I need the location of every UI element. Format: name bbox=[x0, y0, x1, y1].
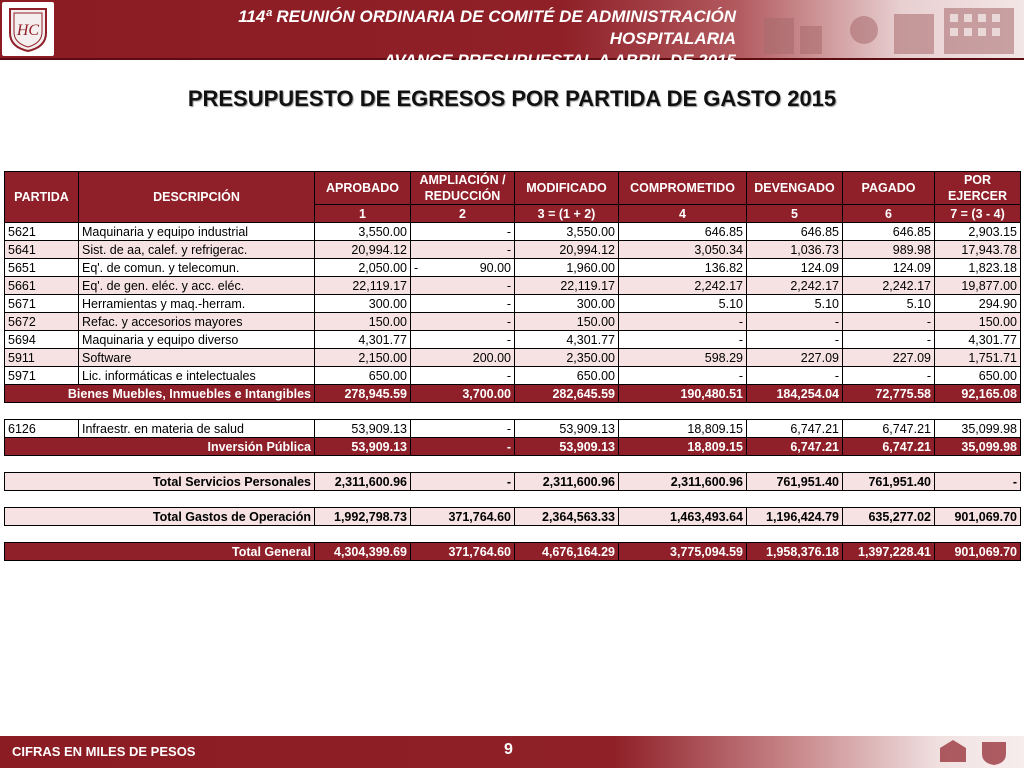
spacer-row bbox=[5, 526, 1021, 543]
cell-modificado: 22,119.17 bbox=[515, 277, 619, 295]
table-row bbox=[5, 241, 1021, 259]
cell-pagado: 646.85 bbox=[843, 223, 935, 241]
cell-aprobado: 53,909.13 bbox=[315, 420, 411, 438]
cell-partida: 5971 bbox=[5, 367, 79, 385]
cell-devengado: - bbox=[747, 367, 843, 385]
cell-comprometido: 190,480.51 bbox=[619, 385, 747, 403]
col-header-ampliacion bbox=[411, 172, 515, 205]
cell-comprometido: - bbox=[619, 331, 747, 349]
cell-comprometido: 1,463,493.64 bbox=[619, 508, 747, 526]
cell-aprobado: 150.00 bbox=[315, 313, 411, 331]
cell-aprobado: 4,301.77 bbox=[315, 331, 411, 349]
formula-cell: 7 = (3 - 4) bbox=[935, 205, 1021, 223]
cell-devengado: 1,196,424.79 bbox=[747, 508, 843, 526]
total-label: Total Gastos de Operación bbox=[5, 508, 315, 526]
cell-comprometido: - bbox=[619, 367, 747, 385]
cell-modificado: 20,994.12 bbox=[515, 241, 619, 259]
cell-descripcion: Maquinaria y equipo industrial bbox=[79, 223, 315, 241]
cell-ampliacion: - bbox=[411, 277, 515, 295]
cell-comprometido: 18,809.15 bbox=[619, 420, 747, 438]
total-gastos-row bbox=[5, 508, 1021, 526]
formula-cell: 1 bbox=[315, 205, 411, 223]
cell-modificado: 3,550.00 bbox=[515, 223, 619, 241]
cell-aprobado: 22,119.17 bbox=[315, 277, 411, 295]
cell-por-ejercer: 294.90 bbox=[935, 295, 1021, 313]
table-row bbox=[5, 259, 1021, 277]
cell-pagado: 1,397,228.41 bbox=[843, 543, 935, 561]
cell-devengado: 2,242.17 bbox=[747, 277, 843, 295]
cell-modificado: 650.00 bbox=[515, 367, 619, 385]
subtotal-label: Inversión Pública bbox=[5, 438, 315, 456]
total-label: Total General bbox=[5, 543, 315, 561]
header-row bbox=[5, 172, 1021, 205]
cell-descripcion: Eq'. de gen. eléc. y acc. eléc. bbox=[79, 277, 315, 295]
col-header-devengado: DEVENGADO bbox=[747, 172, 843, 205]
cell-pagado: 6,747.21 bbox=[843, 420, 935, 438]
cell-ampliacion: 3,700.00 bbox=[411, 385, 515, 403]
cell-pagado: 761,951.40 bbox=[843, 473, 935, 491]
cell-comprometido: 2,311,600.96 bbox=[619, 473, 747, 491]
cell-partida: 5694 bbox=[5, 331, 79, 349]
cell-por-ejercer: - bbox=[935, 473, 1021, 491]
cell-pagado: - bbox=[843, 331, 935, 349]
footer-bar bbox=[0, 736, 1024, 768]
cell-descripcion: Herramientas y maq.-herram. bbox=[79, 295, 315, 313]
cell-devengado: 646.85 bbox=[747, 223, 843, 241]
cell-modificado: 150.00 bbox=[515, 313, 619, 331]
cell-ampliacion: - bbox=[411, 313, 515, 331]
cell-devengado: 5.10 bbox=[747, 295, 843, 313]
cell-comprometido: 3,050.34 bbox=[619, 241, 747, 259]
cell-por-ejercer: 1,823.18 bbox=[935, 259, 1021, 277]
cell-aprobado: 278,945.59 bbox=[315, 385, 411, 403]
cell-descripcion: Maquinaria y equipo diverso bbox=[79, 331, 315, 349]
cell-aprobado: 650.00 bbox=[315, 367, 411, 385]
cell-comprometido: 18,809.15 bbox=[619, 438, 747, 456]
cell-aprobado: 2,311,600.96 bbox=[315, 473, 411, 491]
item-rows bbox=[5, 223, 1021, 385]
cell-partida: 5911 bbox=[5, 349, 79, 367]
cell-aprobado: 2,150.00 bbox=[315, 349, 411, 367]
cell-descripcion: Lic. informáticas e intelectuales bbox=[79, 367, 315, 385]
cell-ampliacion: - bbox=[411, 420, 515, 438]
page-title: PRESUPUESTO DE EGRESOS POR PARTIDA DE GASTO 2015 bbox=[187, 86, 837, 111]
cell-comprometido: - bbox=[619, 313, 747, 331]
cell-por-ejercer: 35,099.98 bbox=[935, 420, 1021, 438]
subtotal-inversion-row bbox=[5, 438, 1021, 456]
cell-pagado: 227.09 bbox=[843, 349, 935, 367]
cell-ampliacion: - bbox=[411, 223, 515, 241]
formula-cell: 2 bbox=[411, 205, 515, 223]
cell-por-ejercer: 2,903.15 bbox=[935, 223, 1021, 241]
cell-ampliacion: - bbox=[411, 367, 515, 385]
header-line-1: 114ª REUNIÓN ORDINARIA DE COMITÉ DE ADMINISTRACIÓN HOSPITALARIA bbox=[238, 7, 736, 48]
cell-comprometido: 136.82 bbox=[619, 259, 747, 277]
reduction-value: 90.00 bbox=[479, 260, 511, 275]
cell-ampliacion: 371,764.60 bbox=[411, 543, 515, 561]
spacer-row bbox=[5, 403, 1021, 420]
cell-por-ejercer: 901,069.70 bbox=[935, 508, 1021, 526]
col-header-modificado: MODIFICADO bbox=[515, 172, 619, 205]
cell-por-ejercer: 150.00 bbox=[935, 313, 1021, 331]
cell-modificado: 282,645.59 bbox=[515, 385, 619, 403]
cell-pagado: - bbox=[843, 367, 935, 385]
cell-aprobado: 2,050.00 bbox=[315, 259, 411, 277]
cell-ampliacion: - bbox=[411, 295, 515, 313]
cell-pagado: 6,747.21 bbox=[843, 438, 935, 456]
cell-partida: 5672 bbox=[5, 313, 79, 331]
cell-por-ejercer: 4,301.77 bbox=[935, 331, 1021, 349]
cell-ampliacion: - bbox=[411, 331, 515, 349]
total-general-row bbox=[5, 543, 1021, 561]
cell-por-ejercer: 1,751.71 bbox=[935, 349, 1021, 367]
cell-modificado: 300.00 bbox=[515, 295, 619, 313]
formula-cell: 5 bbox=[747, 205, 843, 223]
cell-devengado: 124.09 bbox=[747, 259, 843, 277]
cell-ampliacion: 371,764.60 bbox=[411, 508, 515, 526]
total-label: Total Servicios Personales bbox=[5, 473, 315, 491]
cell-devengado: 227.09 bbox=[747, 349, 843, 367]
budget-table bbox=[4, 171, 1021, 561]
cell-devengado: 1,036.73 bbox=[747, 241, 843, 259]
subtotal-label: Bienes Muebles, Inmuebles e Intangibles bbox=[5, 385, 315, 403]
cell-partida: 5621 bbox=[5, 223, 79, 241]
institution-logo bbox=[2, 2, 54, 56]
cell-por-ejercer: 19,877.00 bbox=[935, 277, 1021, 295]
col-header-descripcion: DESCRIPCIÓN bbox=[79, 172, 315, 223]
cell-pagado: 72,775.58 bbox=[843, 385, 935, 403]
cell-devengado: - bbox=[747, 313, 843, 331]
footer-note: CIFRAS EN MILES DE PESOS bbox=[12, 744, 196, 759]
table-row bbox=[5, 313, 1021, 331]
table-row bbox=[5, 367, 1021, 385]
col-header-ampliacion-line1: AMPLIACIÓN / bbox=[419, 173, 506, 187]
cell-pagado: 5.10 bbox=[843, 295, 935, 313]
cell-partida: 5641 bbox=[5, 241, 79, 259]
cell-modificado: 2,350.00 bbox=[515, 349, 619, 367]
cell-modificado: 2,364,563.33 bbox=[515, 508, 619, 526]
cell-devengado: 6,747.21 bbox=[747, 438, 843, 456]
cell-pagado: 635,277.02 bbox=[843, 508, 935, 526]
cell-aprobado: 1,992,798.73 bbox=[315, 508, 411, 526]
col-header-por-ejercer-line2: EJERCER bbox=[947, 189, 1008, 203]
table-row bbox=[5, 349, 1021, 367]
subtotal-bienes-row bbox=[5, 385, 1021, 403]
cell-partida: 5661 bbox=[5, 277, 79, 295]
cell-ampliacion bbox=[411, 259, 515, 277]
cell-ampliacion: - bbox=[411, 438, 515, 456]
cell-pagado: 989.98 bbox=[843, 241, 935, 259]
table-row bbox=[5, 420, 1021, 438]
col-header-pagado: PAGADO bbox=[843, 172, 935, 205]
cell-comprometido: 5.10 bbox=[619, 295, 747, 313]
cell-descripcion: Sist. de aa, calef. y refrigerac. bbox=[79, 241, 315, 259]
table-row bbox=[5, 277, 1021, 295]
cell-por-ejercer: 650.00 bbox=[935, 367, 1021, 385]
cell-devengado: 761,951.40 bbox=[747, 473, 843, 491]
col-header-por-ejercer bbox=[935, 172, 1021, 205]
cell-aprobado: 20,994.12 bbox=[315, 241, 411, 259]
cell-devengado: - bbox=[747, 331, 843, 349]
cell-partida: 5671 bbox=[5, 295, 79, 313]
cell-ampliacion: - bbox=[411, 241, 515, 259]
cell-pagado: - bbox=[843, 313, 935, 331]
cell-devengado: 184,254.04 bbox=[747, 385, 843, 403]
table-row bbox=[5, 295, 1021, 313]
col-header-aprobado: APROBADO bbox=[315, 172, 411, 205]
header-banner bbox=[0, 0, 1024, 70]
cell-descripcion: Eq'. de comun. y telecomun. bbox=[79, 259, 315, 277]
svg-text:HC: HC bbox=[16, 22, 40, 39]
page-number: 9 bbox=[504, 741, 513, 758]
cell-partida: 5651 bbox=[5, 259, 79, 277]
table-row bbox=[5, 331, 1021, 349]
col-header-ampliacion-line2: REDUCCIÓN bbox=[424, 189, 501, 203]
cell-por-ejercer: 92,165.08 bbox=[935, 385, 1021, 403]
header-title bbox=[136, 6, 736, 72]
cell-ampliacion: - bbox=[411, 473, 515, 491]
cell-comprometido: 598.29 bbox=[619, 349, 747, 367]
cell-aprobado: 4,304,399.69 bbox=[315, 543, 411, 561]
col-header-comprometido: COMPROMETIDO bbox=[619, 172, 747, 205]
header-line-2: AVANCE PRESUPUESTAL A ABRIL DE 2015 bbox=[383, 51, 736, 70]
cell-modificado: 2,311,600.96 bbox=[515, 473, 619, 491]
table-row bbox=[5, 223, 1021, 241]
formula-cell: 6 bbox=[843, 205, 935, 223]
cell-descripcion: Infraestr. en materia de salud bbox=[79, 420, 315, 438]
hospital-decoration-image bbox=[744, 0, 1024, 58]
cell-comprometido: 3,775,094.59 bbox=[619, 543, 747, 561]
formula-cell: 3 = (1 + 2) bbox=[515, 205, 619, 223]
cell-pagado: 124.09 bbox=[843, 259, 935, 277]
cell-por-ejercer: 17,943.78 bbox=[935, 241, 1021, 259]
footer-crest-icon bbox=[936, 738, 1016, 766]
cell-modificado: 53,909.13 bbox=[515, 420, 619, 438]
cell-aprobado: 300.00 bbox=[315, 295, 411, 313]
cell-modificado: 1,960.00 bbox=[515, 259, 619, 277]
total-servicios-row bbox=[5, 473, 1021, 491]
col-header-por-ejercer-line1: POR bbox=[963, 173, 992, 187]
cell-comprometido: 2,242.17 bbox=[619, 277, 747, 295]
spacer-row bbox=[5, 456, 1021, 473]
cell-modificado: 4,301.77 bbox=[515, 331, 619, 349]
formula-cell: 4 bbox=[619, 205, 747, 223]
reduction-sign: - bbox=[414, 260, 419, 275]
cell-devengado: 1,958,376.18 bbox=[747, 543, 843, 561]
cell-partida: 6126 bbox=[5, 420, 79, 438]
cell-ampliacion: 200.00 bbox=[411, 349, 515, 367]
cell-comprometido: 646.85 bbox=[619, 223, 747, 241]
cell-descripcion: Software bbox=[79, 349, 315, 367]
cell-por-ejercer: 901,069.70 bbox=[935, 543, 1021, 561]
cell-aprobado: 3,550.00 bbox=[315, 223, 411, 241]
cell-por-ejercer: 35,099.98 bbox=[935, 438, 1021, 456]
cell-modificado: 4,676,164.29 bbox=[515, 543, 619, 561]
cell-devengado: 6,747.21 bbox=[747, 420, 843, 438]
cell-modificado: 53,909.13 bbox=[515, 438, 619, 456]
spacer-row bbox=[5, 491, 1021, 508]
cell-descripcion: Refac. y accesorios mayores bbox=[79, 313, 315, 331]
col-header-partida: PARTIDA bbox=[5, 172, 79, 223]
cell-pagado: 2,242.17 bbox=[843, 277, 935, 295]
cell-aprobado: 53,909.13 bbox=[315, 438, 411, 456]
